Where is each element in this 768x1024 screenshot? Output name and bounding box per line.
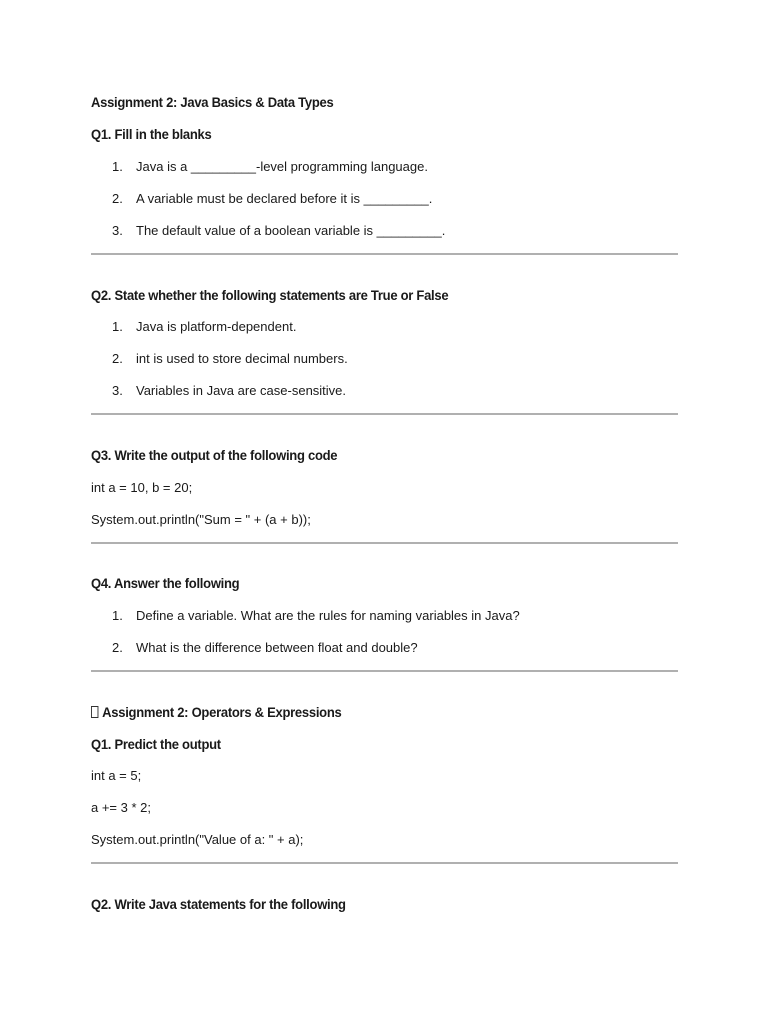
code-line: System.out.println("Value of a: " + a);	[91, 832, 304, 847]
code-line: int a = 5;	[91, 768, 142, 783]
list-number: 3.	[112, 383, 123, 398]
list-number: 2.	[112, 191, 123, 206]
list-number: 1.	[112, 608, 123, 623]
question-heading: Q2. State whether the following statements are True or False	[91, 287, 449, 303]
horizontal-rule	[91, 670, 678, 672]
list-text: Java is a _________-level programming language.	[136, 159, 428, 174]
list-text: A variable must be declared before it is _________.	[136, 191, 433, 206]
missing-glyph-icon	[91, 706, 98, 718]
code-line: int a = 10, b = 20;	[91, 480, 193, 495]
list-number: 2.	[112, 351, 123, 366]
question-heading: Q1. Fill in the blanks	[91, 126, 212, 142]
list-text: The default value of a boolean variable is _________.	[136, 223, 446, 238]
horizontal-rule	[91, 542, 678, 544]
horizontal-rule	[91, 862, 678, 864]
list-number: 1.	[112, 319, 123, 334]
list-text: int is used to store decimal numbers.	[136, 351, 348, 366]
list-text: Define a variable. What are the rules for naming variables in Java?	[136, 608, 520, 623]
horizontal-rule	[91, 253, 678, 255]
list-number: 2.	[112, 640, 123, 655]
assignment-title	[91, 703, 341, 721]
code-line: a += 3 * 2;	[91, 800, 151, 815]
code-line: System.out.println("Sum = " + (a + b));	[91, 512, 311, 527]
list-text: What is the difference between float and double?	[136, 640, 418, 655]
list-text: Variables in Java are case-sensitive.	[136, 383, 347, 398]
question-heading: Q1. Predict the output	[91, 736, 221, 752]
question-heading: Q4. Answer the following	[91, 575, 240, 591]
horizontal-rule	[91, 413, 678, 415]
list-text: Java is platform-dependent.	[136, 319, 297, 334]
question-heading: Q2. Write Java statements for the following	[91, 896, 346, 912]
list-number: 1.	[112, 159, 123, 174]
assignment-title: Assignment 2: Java Basics & Data Types	[91, 94, 334, 110]
list-number: 3.	[112, 223, 123, 238]
assignment-title-text: Assignment 2: Operators & Expressions	[102, 704, 342, 720]
question-heading: Q3. Write the output of the following code	[91, 447, 338, 463]
